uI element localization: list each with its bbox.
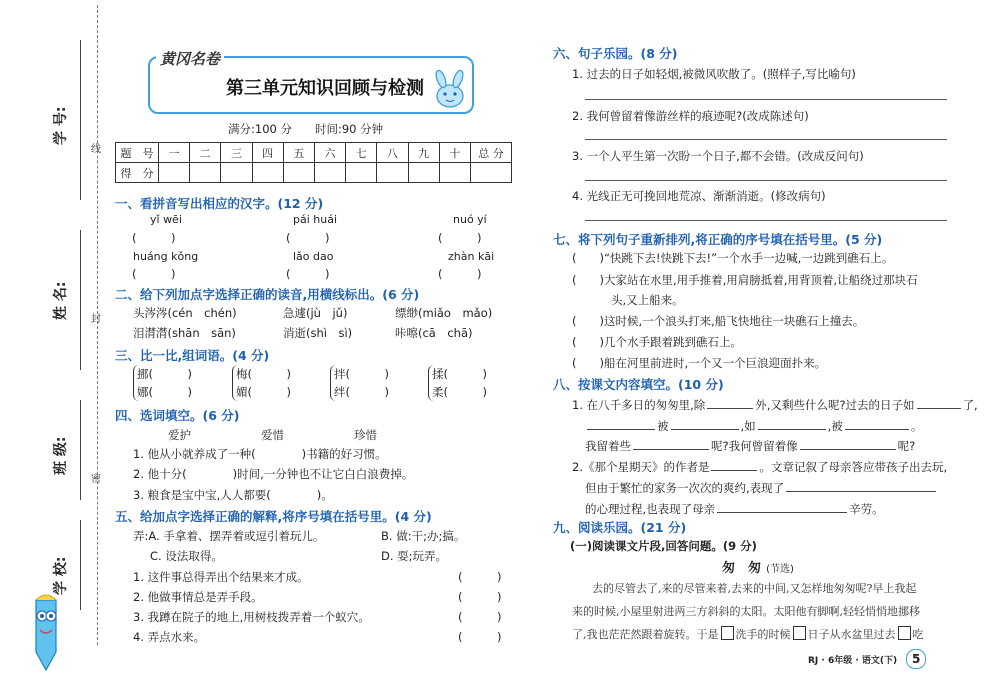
label-name: 姓 名: (53, 281, 69, 320)
word-option: 珍惜 (354, 428, 377, 442)
fill-blank[interactable] (800, 449, 896, 450)
word-pair-item[interactable]: 梅( ) (236, 367, 291, 381)
word-group (232, 365, 291, 401)
word-option: 爱惜 (261, 428, 284, 442)
pencil-mascot-icon (28, 590, 64, 675)
word-group (330, 365, 389, 401)
score-cell: 一 (159, 143, 190, 163)
score-input-cell[interactable] (221, 163, 252, 183)
answer-paren[interactable]: ( ) (458, 610, 502, 624)
score-cell: 五 (283, 143, 314, 163)
q6-item: 2. 我何曾留着像游丝样的痕迹呢?(改成陈述句) (572, 109, 809, 123)
order-item[interactable]: ( )“快跳下去!快跳下去!”一个水手一边喊,一边跳到礁石上。 (572, 251, 894, 265)
q6-heading: 六、句子乐园。(8 分) (553, 46, 678, 61)
word-pair-item[interactable]: 绊( ) (334, 385, 389, 399)
fill-line (572, 459, 947, 475)
word-pair-item[interactable]: 挪( ) (137, 367, 192, 381)
fill-blank[interactable] (917, 408, 961, 409)
answer-line[interactable] (585, 139, 947, 140)
rabbit-mascot-icon (425, 70, 475, 110)
order-item[interactable]: ( )几个水手跟着跳到礁石上。 (572, 335, 742, 349)
word-pair-item[interactable]: 媚( ) (236, 385, 291, 399)
page-title: 第三单元知识回顾与检测 (226, 78, 424, 99)
fill-text: 辛劳。 (849, 502, 884, 516)
answer-line[interactable] (585, 220, 947, 221)
q5-heading: 五、给加点字选择正确的解释,将序号填在括号里。(4 分) (115, 509, 432, 524)
fill-text: 呢?我何曾留着像 (711, 439, 798, 453)
q4-heading: 四、选词填空。(6 分) (115, 408, 240, 423)
fill-text: 呢? (897, 439, 916, 453)
answer-paren[interactable]: ( ) (286, 267, 330, 281)
q9-subheading: (一)阅读课文片段,回答问题。(9 分) (570, 539, 757, 553)
fold-mark-seal: 封 (91, 314, 101, 325)
score-cell: 九 (408, 143, 439, 163)
fill-line (585, 438, 915, 454)
word-pair-item[interactable]: 娜( ) (137, 385, 192, 399)
q9-heading: 九、阅读乐园。(21 分) (553, 520, 687, 535)
q3-heading: 三、比一比,组词语。(4 分) (115, 348, 270, 363)
fold-mark-line: 线 (91, 144, 101, 155)
answer-paren[interactable]: ( ) (438, 267, 482, 281)
score-input-cell[interactable] (439, 163, 470, 183)
reading-choice[interactable]: 泪潸潸(shān sān) (133, 326, 236, 340)
score-cell: 题 号 (116, 143, 159, 163)
footer (808, 648, 926, 669)
q5-item: 4. 弄点水来。 (133, 630, 206, 644)
underline-student-id (80, 40, 81, 200)
order-item[interactable]: ( )大家站在水里,用手推着,用肩膀抵着,用背顶着,让船绕过那块石 (572, 273, 918, 287)
answer-paren[interactable]: ( ) (458, 630, 502, 644)
fill-text: 。 (910, 419, 923, 433)
reading-choice[interactable]: 缥缈(miǎo mǎo) (395, 306, 493, 320)
reading-choice[interactable]: 头涔涔(cén chén) (133, 306, 237, 320)
fill-text: 了, (962, 398, 978, 412)
score-input-cell[interactable] (159, 163, 190, 183)
q7-heading: 七、将下列句子重新排列,将正确的序号填在括号里。(5 分) (553, 232, 883, 247)
pinyin: nuó yí (453, 213, 487, 226)
score-input-cell[interactable] (346, 163, 377, 183)
reading-choice[interactable]: 急遽(jù jǔ) (283, 306, 348, 320)
q6-item: 1. 过去的日子如轻烟,被微风吹散了。(照样子,写比喻句) (572, 67, 856, 81)
fill-line (585, 418, 922, 434)
fill-blank[interactable] (711, 470, 757, 471)
fill-sentence[interactable]: 3. 粮食是宝中宝,人人都要( )。 (133, 488, 333, 502)
definition: D. 耍;玩弄。 (381, 549, 448, 563)
pinyin: huáng kǒng (133, 250, 199, 263)
answer-line[interactable] (585, 180, 947, 181)
fill-line (585, 501, 884, 517)
fill-sentence[interactable]: 1. 他从小就养成了一种( )书籍的好习惯。 (133, 447, 387, 461)
word-pair-item[interactable]: 拌( ) (334, 367, 389, 381)
fill-text: 。文章记叙了母亲答应带孩子出去玩, (759, 460, 948, 474)
word-pair-item[interactable]: 揉( ) (432, 367, 487, 381)
fill-blank[interactable] (758, 429, 826, 430)
fill-blank[interactable] (587, 429, 655, 430)
passage-title-text: 匆 匆 (722, 561, 762, 576)
pinyin: lǎo dao (293, 250, 334, 263)
score-table (115, 142, 512, 183)
q1-heading: 一、看拼音写出相应的汉字。(12 分) (115, 196, 324, 211)
word-pair-item[interactable]: 柔( ) (432, 385, 487, 399)
word-group (133, 365, 192, 401)
passage-line: 来的时候,小屋里射进两三方斜斜的太阳。太阳他有脚啊,轻轻悄悄地挪移 (572, 605, 920, 618)
word-option: 爱护 (168, 428, 191, 442)
q2-heading: 二、给下列加点字选择正确的读音,用横线标出。(6 分) (115, 287, 420, 302)
label-class: 班 级: (53, 436, 69, 475)
passage-text: 吃 (912, 628, 924, 641)
answer-paren[interactable]: ( ) (458, 590, 502, 604)
passage-line: 去的尽管去了,来的尽管来着,去来的中间,又怎样地匆匆呢?早上我起 (592, 582, 917, 595)
score-cell: 三 (221, 143, 252, 163)
fill-blank[interactable] (707, 408, 753, 409)
q8-heading: 八、按课文内容填空。(10 分) (553, 377, 724, 392)
score-cell: 总 分 (471, 143, 512, 163)
definition: B. 做:干;办;搞。 (381, 529, 466, 543)
score-cell: 六 (314, 143, 345, 163)
score-cell: 十 (439, 143, 470, 163)
underline-school (80, 520, 81, 610)
score-cell: 四 (252, 143, 283, 163)
score-input-cell[interactable] (377, 163, 408, 183)
passage-text: 日子从水盆里过去 (807, 628, 896, 641)
fill-blank[interactable] (671, 429, 739, 430)
q5-item: 2. 他做事情总是弄手段。 (133, 590, 263, 604)
fill-text: 外,又剩些什么呢?过去的日子如 (755, 398, 915, 412)
fill-blank[interactable] (717, 512, 847, 513)
score-table-header-row (116, 143, 512, 163)
definition: C. 设法取得。 (150, 549, 223, 563)
fill-text: 的心理过程,也表现了母亲 (585, 502, 716, 516)
blank-box[interactable] (793, 626, 806, 640)
underline-name (80, 230, 81, 370)
answer-line[interactable] (585, 99, 947, 100)
score-table-score-row (116, 163, 512, 183)
score-row-label: 得 分 (116, 163, 159, 183)
word-group (428, 365, 487, 401)
q5-item: 3. 我蹲在院子的地上,用树枝拨弄着一个蚁穴。 (133, 610, 370, 624)
underline-class (80, 400, 81, 500)
fill-line (585, 480, 938, 496)
fill-text: 1. 在八千多日的匆匆里,除 (572, 398, 706, 412)
fill-text: ,如 (740, 419, 756, 433)
answer-paren[interactable]: ( ) (132, 267, 176, 281)
passage-note: (节选) (766, 564, 794, 575)
passage-text: 洗手的时候 (735, 628, 791, 641)
score-cell: 七 (346, 143, 377, 163)
fill-text: 2.《那个星期天》的作者是 (572, 460, 710, 474)
footer-text: RJ · 6年级 · 语文(下) (808, 656, 898, 666)
reading-choice[interactable]: 咔嚓(cā chā) (395, 326, 473, 340)
fill-text: 但由于繁忙的家务一次次的爽约,表现了 (585, 481, 785, 495)
binding-strip (0, 0, 110, 693)
exam-meta: 满分:100 分 时间:90 分钟 (228, 122, 384, 136)
pinyin: yǐ wēi (150, 213, 182, 226)
order-item[interactable]: ( )船在河里前进时,一个又一个巨浪迎面扑来。 (572, 356, 827, 370)
reading-choice[interactable]: 消逝(shì sì) (283, 326, 353, 340)
fill-text: ,被 (827, 419, 843, 433)
score-input-cell[interactable] (314, 163, 345, 183)
passage-text: 了,我也茫茫然跟着旋转。于是 (572, 628, 719, 641)
answer-paren[interactable]: ( ) (458, 570, 502, 584)
dashed-cut-line (97, 5, 98, 645)
score-cell: 八 (377, 143, 408, 163)
fill-text: 我留着些 (585, 439, 631, 453)
blank-box[interactable] (898, 626, 911, 640)
q6-item: 4. 光线正无可挽回地荒凉、渐渐消逝。(修改病句) (572, 189, 826, 203)
order-item-continued: 头,又上船来。 (611, 293, 684, 307)
fill-blank[interactable] (845, 429, 909, 430)
pinyin: pái huái (293, 213, 338, 226)
score-input-cell[interactable] (408, 163, 439, 183)
answer-paren[interactable]: ( ) (286, 231, 330, 245)
passage-title (722, 557, 794, 576)
label-student-id: 学 号: (53, 106, 69, 145)
fill-blank[interactable] (786, 491, 936, 492)
answer-paren[interactable]: ( ) (132, 231, 176, 245)
fill-blank[interactable] (633, 449, 709, 450)
score-input-cell[interactable] (252, 163, 283, 183)
definition: 弄:A. 手拿着、摆弄着或逗引着玩儿。 (133, 529, 325, 543)
score-cell: 二 (190, 143, 221, 163)
order-item[interactable]: ( )这时候,一个浪头打来,船飞快地往一块礁石上撞去。 (572, 314, 865, 328)
page-number: 5 (906, 649, 926, 669)
brand-logo: 黄冈名卷 (156, 48, 224, 69)
fill-sentence[interactable]: 2. 他十分( )时间,一分钟也不让它白白浪费掉。 (133, 467, 414, 481)
answer-paren[interactable]: ( ) (438, 231, 482, 245)
q6-item: 3. 一个人平生第一次盼一个日子,都不会错。(改成反问句) (572, 149, 864, 163)
fill-text: 被 (657, 419, 669, 433)
score-input-cell[interactable] (471, 163, 512, 183)
blank-box[interactable] (721, 626, 734, 640)
passage-line (572, 626, 924, 642)
score-input-cell[interactable] (283, 163, 314, 183)
q5-item: 1. 这件事总得弄出个结果来才成。 (133, 570, 309, 584)
fill-line (572, 397, 978, 413)
score-input-cell[interactable] (190, 163, 221, 183)
pinyin: zhàn kāi (448, 250, 495, 263)
fold-mark-secret: 密 (91, 474, 101, 485)
label-school: 学 校: (53, 556, 69, 595)
